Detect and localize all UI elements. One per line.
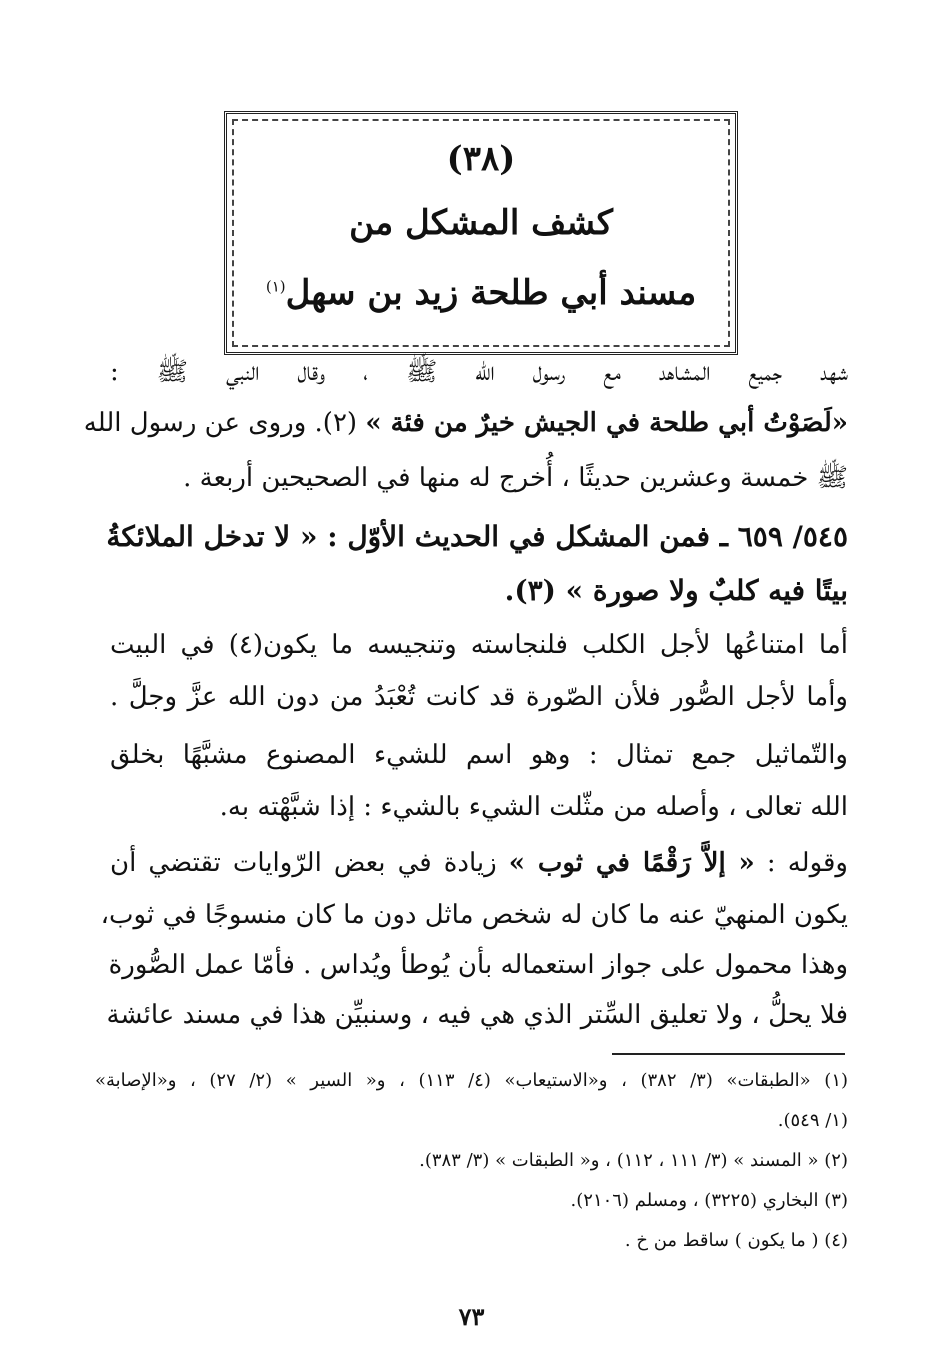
footnote-1: (١) «الطبقات» (٣/ ٣٨٢) ، و«الاستيعاب» (٤/ ١١٣) ، و« السير » (٢/ ٢٧) ، و«الإصابة»: [95, 1070, 849, 1091]
text-line: يكون المنهيّ عنه ما كان له شخص ماثل دون ما كان منسوجًا في ثوب،: [100, 900, 848, 930]
hadith-line: بيتًا فيه كلبٌ ولا صورة » (٣).: [504, 574, 848, 607]
footnote-1-cont: (١/ ٥٤٩).: [777, 1110, 848, 1131]
footnote-divider: [612, 1053, 845, 1055]
chapter-number: (٣٨): [446, 139, 516, 179]
title-frame: [232, 119, 730, 347]
title-footnote-ref: (١): [265, 277, 286, 296]
text-line: ﷺ خمسة وعشرين حديثًا ، أُخرج له منها في الصحيحين أربعة .: [183, 463, 848, 493]
text-line: فلا يحلُّ ، ولا تعليق السِّتر الذي هي فيه ، وسنبيِّن هذا في مسند عائشة: [106, 1000, 848, 1030]
text-line: وهذا محمول على جواز استعماله بأن يُوطأ ويُداس . فأمّا عمل الصُّورة: [108, 950, 848, 980]
footnote-4: (٤) ( ما يكون ) ساقط من خ .: [624, 1230, 848, 1251]
chapter-title-box: [224, 111, 738, 355]
hadith-line: ٥٤٥/ ٦٥٩ ـ فمن المشكل في الحديث الأوّل : « لا تدخل الملائكةُ: [106, 520, 848, 553]
text-line: أما امتناعُها لأجل الكلب فلنجاسته وتنجيسه ما يكون(٤) في البيت: [110, 630, 848, 660]
text-line: الله تعالى ، وأصله من مثّلت الشيء بالشيء : إذا شبَّهْته به.: [219, 792, 848, 822]
footnote-2: (٢) « المسند » (٣/ ١١١ ، ١١٢) ، و« الطبقات » (٣/ ٣٨٣).: [419, 1150, 848, 1171]
text-line: [110, 848, 848, 878]
text-fragment: زيادة في بعض الرّوايات تقتضي أن: [110, 848, 509, 878]
text-line: والتّماثيل جمع تمثال : وهو اسم للشيء المصنوع مشبَّهًا بخلق: [110, 740, 848, 770]
chapter-title-text: مسند أبي طلحة زيد بن سهل: [285, 273, 697, 313]
chapter-title-line2: [234, 273, 728, 313]
text-line: شهد جميع المشاهد مع رسول الله ﷺ ، وقال النبي ﷺ :: [110, 357, 848, 387]
chapter-title-line1: كشف المشكل من: [349, 203, 613, 243]
text-fragment: وقوله :: [754, 848, 848, 878]
text-line: وأما لأجل الصُّور فلأن الصّورة قد كانت تُعْبَدُ من دون الله عزَّ وجلَّ .: [110, 682, 848, 712]
text-fragment: (٢). وروى عن رسول الله: [83, 408, 366, 438]
quoted-hadith: « إلاَّ رَقْمًا في ثوب »: [508, 848, 755, 878]
quoted-hadith: «لَصَوْتُ أبي طلحة في الجيش خيرٌ من فئة »: [365, 408, 848, 438]
page-number: ٧٣: [458, 1302, 485, 1331]
footnote-3: (٣) البخاري (٣٢٢٥) ، ومسلم (٢١٠٦).: [570, 1190, 848, 1211]
text-line: [83, 408, 848, 438]
